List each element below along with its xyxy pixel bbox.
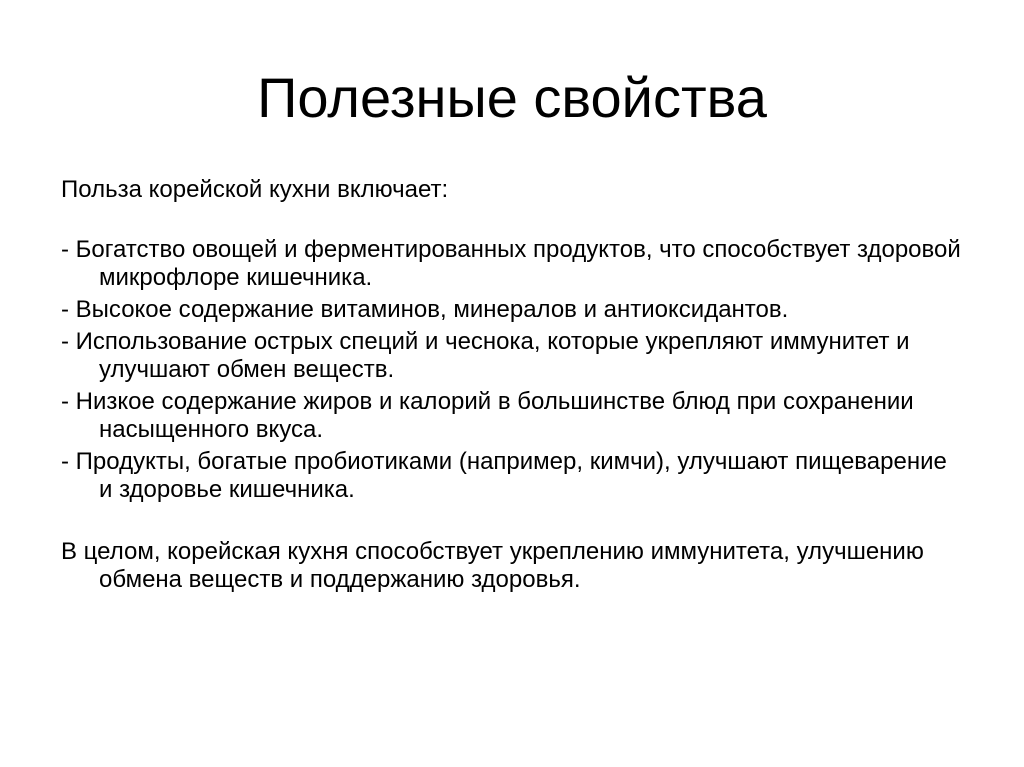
list-item: - Богатство овощей и ферментированных продуктов, что способствует здоровой микрофлоре кишечника. [61, 236, 961, 291]
list-item: - Высокое содержание витаминов, минералов и антиоксидантов. [61, 296, 789, 323]
slide-title: Полезные свойства [257, 66, 767, 129]
conclusion-text: В целом, корейская кухня способствует укреплению иммунитета, улучшению обмена веществ и поддержанию здоровья. [61, 538, 924, 593]
list-item: - Продукты, богатые пробиотиками (например, кимчи), улучшают пищеварение и здоровье кишечника. [61, 448, 947, 503]
list-item: - Использование острых специй и чеснока, которые укрепляют иммунитет и улучшают обмен веществ. [61, 328, 910, 383]
intro-text: Польза корейской кухни включает: [61, 176, 449, 203]
list-item: - Низкое содержание жиров и калорий в большинстве блюд при сохранении насыщенного вкуса. [61, 388, 914, 443]
slide-body [61, 176, 961, 594]
